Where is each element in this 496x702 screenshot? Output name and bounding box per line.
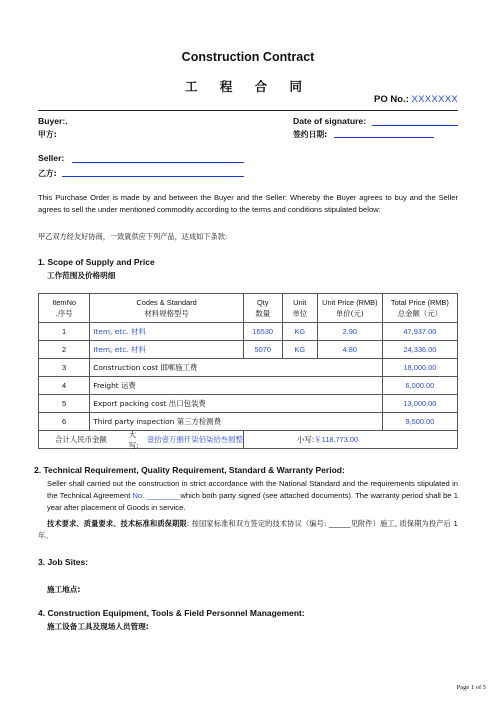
seller-label: Seller: [38,153,65,163]
intro-paragraph: This Purchase Order is made by and between the Buyer and the Seller: Whereby the Buyer agrees to buy and the Seller agrees to sell the under mentioned commodity according to the terms and conditions stipulated below: [38,193,458,214]
table-header-row [39,294,458,323]
seller-field[interactable] [72,153,244,163]
cell-total[interactable]: 9,500.00 [382,413,457,431]
total-upper-label: 大写: [128,429,139,450]
section2-body-b: which both party signed (see attached documents). The warranty period shall be 1 year after placement of Goods in service. [47,491,458,512]
cell-total[interactable]: 24,336.00 [382,341,457,359]
table-total-row [39,431,458,449]
section2-title: 2. Technical Requirement, Quality Requirement, Standard & Warranty Period: [34,465,345,475]
section4-title-cn: 施工设备工具及现场人员管理: [47,622,149,631]
cell-price[interactable]: 2.90 [317,323,382,341]
buyer-label: Buyer:. [38,116,68,126]
header-total-price: Total Price (RMB) 总金额（元） [382,294,457,323]
total-lower-value[interactable]: ￥118,773.00 [314,435,359,444]
cell-total[interactable]: 18,000.00 [382,359,457,377]
header-qty: Qty 数量 [243,294,282,323]
po-label: PO No.: [374,94,409,105]
cell-no: 6 [39,413,90,431]
section3-title: 3. Job Sites: [38,557,89,567]
cell-no: 4 [39,377,90,395]
cell-desc: Freight 运费 [90,377,383,395]
cell-desc: Third party inspection 第三方检测费 [90,413,383,431]
section2-body [47,478,458,514]
cell-no: 2 [39,341,90,359]
header-unit-price: Unit Price (RMB) 单价(元) [317,294,382,323]
cell-total[interactable]: 47,937.00 [382,323,457,341]
total-lower-cell [243,431,457,449]
section4-title: 4. Construction Equipment, Tools & Field Personnel Management: [38,608,305,618]
header-unit: Unit 单位 [282,294,317,323]
cell-qty[interactable]: 16530 [243,323,282,341]
table-row [39,377,458,395]
header-divider [38,110,458,111]
cell-unit[interactable]: KG [282,323,317,341]
section2-body-a: Seller shall carried out the construction in strict accordance with the National Standard and the requirements stipulated in the Technical Agreement [47,479,458,500]
date-field-cn[interactable] [334,128,434,138]
total-lower-label: 小写: [296,435,315,444]
date-label-cn: 签约日期: [293,130,328,139]
intro-paragraph-cn: 甲乙双方经友好协商，一致就供应下列产品，达成如下条款: [38,232,228,241]
price-table [38,293,458,449]
section2-body-cn [38,518,458,542]
cell-unit[interactable]: KG [282,341,317,359]
total-cell [39,431,244,449]
header-item-no: ItemNo .序号 [39,294,90,323]
cell-no: 3 [39,359,90,377]
date-field[interactable] [372,116,458,126]
section2-cn-body: : 按国家标准和双方签定的技术协议（编号: ______见附件）施工, 质保期为投产后 1 年。 [38,519,458,540]
seller-field-cn[interactable] [62,167,244,177]
table-row [39,395,458,413]
cell-desc: Construction cost 邯郸施工费 [90,359,383,377]
cell-price[interactable]: 4.80 [317,341,382,359]
cell-desc: Export packing cost 出口包装费 [90,395,383,413]
cell-desc[interactable]: Item, etc. 材料 [90,341,244,359]
section3-title-cn: 施工地点: [47,585,81,594]
total-label: 合计人民币金额 [55,435,107,444]
title-en: Construction Contract [181,50,315,64]
agreement-number[interactable]: No. ________ [132,491,181,500]
cell-total[interactable]: 6,000.00 [382,377,457,395]
header-codes: Codes & Standard 材料规格型号 [90,294,244,323]
section1-title-cn: 工作范围及价格明细 [47,271,116,280]
cell-no: 1 [39,323,90,341]
cell-no: 5 [39,395,90,413]
seller-label-cn: 乙方: [38,169,57,178]
table-row [39,359,458,377]
po-number [374,94,458,105]
date-label: Date of signature: [293,116,367,126]
cell-qty[interactable]: 5070 [243,341,282,359]
title-cn: 工 程 合 同 [184,79,312,94]
section1-title: 1. Scope of Supply and Price [38,257,155,267]
table-row [39,323,458,341]
page-footer: Page 1 of 5 [456,684,486,691]
table-row [39,341,458,359]
po-value[interactable]: XXXXXXX [411,94,458,105]
cell-total[interactable]: 13,000.00 [382,395,457,413]
cell-desc[interactable]: Item, etc. 材料 [90,323,244,341]
total-upper-value[interactable]: 壹拾壹万捌仟柒佰柒拾叁圆整 [146,435,243,444]
buyer-label-cn: 甲方: [38,130,57,139]
section2-cn-bold: 技术要求、质量要求、技术标准和质保期限 [47,519,187,528]
table-row [39,413,458,431]
